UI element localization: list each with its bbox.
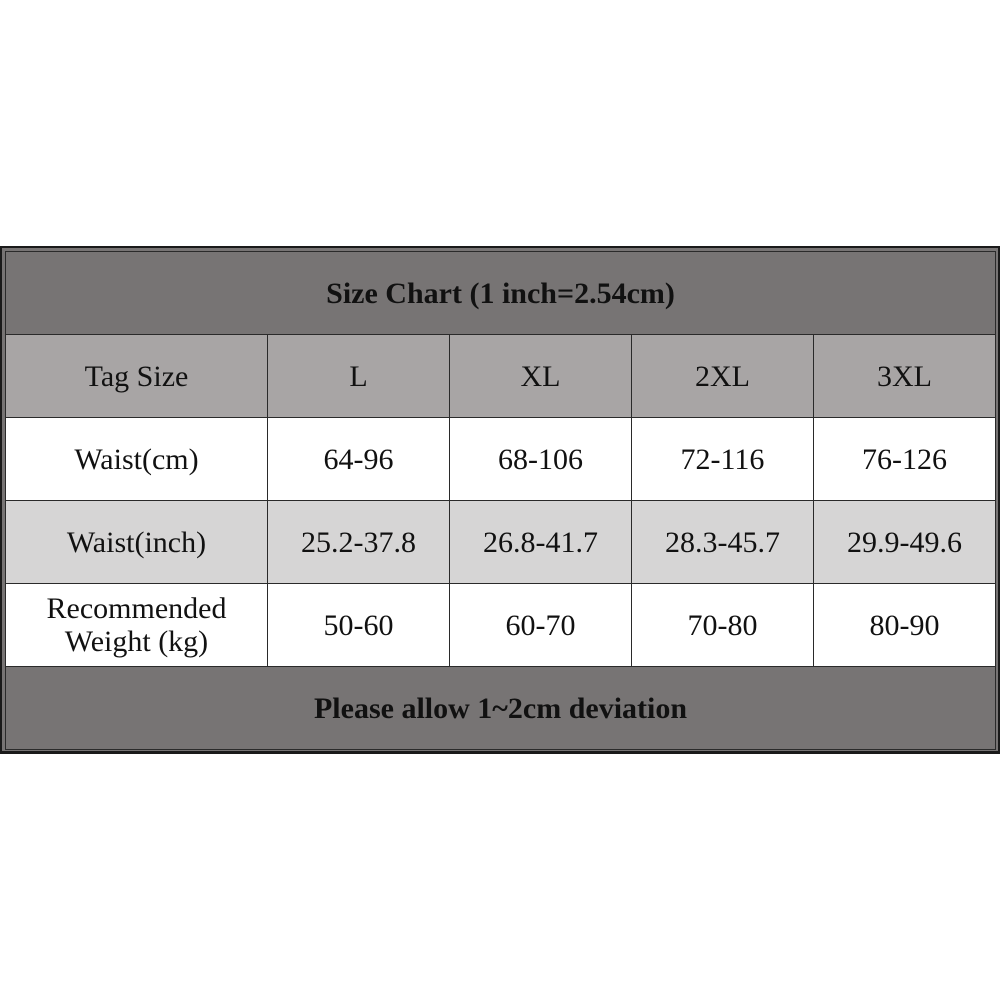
size-2xl: 2XL [632, 335, 814, 418]
size-l: L [268, 335, 450, 418]
waist-cm-label: Waist(cm) [6, 418, 268, 501]
size-chart [0, 246, 1000, 754]
table-cell: 80-90 [814, 584, 996, 667]
table-cell: 50-60 [268, 584, 450, 667]
table-cell: 72-116 [632, 418, 814, 501]
table-cell: 76-126 [814, 418, 996, 501]
tag-size-row [6, 335, 996, 418]
size-3xl: 3XL [814, 335, 996, 418]
waist-inch-label: Waist(inch) [6, 501, 268, 584]
waist-cm-row [6, 418, 996, 501]
table-cell: 60-70 [450, 584, 632, 667]
tag-size-label: Tag Size [6, 335, 268, 418]
size-xl: XL [450, 335, 632, 418]
table-cell: 26.8-41.7 [450, 501, 632, 584]
table-cell: 64-96 [268, 418, 450, 501]
weight-label-line2: Weight (kg) [64, 625, 209, 658]
weight-label [6, 584, 268, 667]
waist-inch-row [6, 501, 996, 584]
size-chart-table [5, 251, 996, 750]
table-cell: 70-80 [632, 584, 814, 667]
table-cell: 28.3-45.7 [632, 501, 814, 584]
deviation-note: Please allow 1~2cm deviation [6, 667, 996, 750]
table-cell: 25.2-37.8 [268, 501, 450, 584]
chart-title: Size Chart (1 inch=2.54cm) [6, 252, 996, 335]
weight-label-line1: Recommended [46, 592, 227, 625]
weight-row [6, 584, 996, 667]
table-cell: 29.9-49.6 [814, 501, 996, 584]
table-cell: 68-106 [450, 418, 632, 501]
